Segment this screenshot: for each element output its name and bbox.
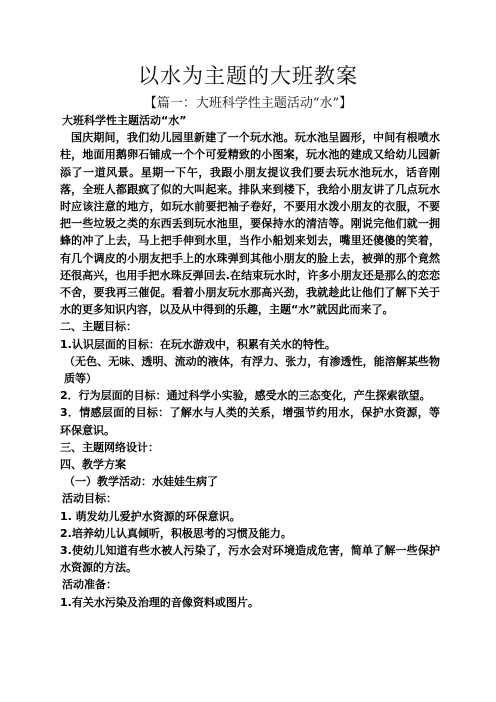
section-heading: 大班科学性主题活动“水”: [62, 114, 187, 127]
document-body: [60, 112, 440, 611]
intro-paragraph: 国庆期间，我们幼儿园里新建了一个玩水池。玩水池呈圆形，中间有根喷水柱，地面用鹅卵石铺成一个个可爱精致的小图案，玩水池的建成又给幼儿园新添了一道风景。星期一下午，我跟小朋友提议我们要去玩水池玩水，话音刚落，全班人都跟疯了似的大叫起来。排队来到楼下，我给小朋友讲了几点玩水时应该注意的地方，如玩水前要把袖子卷好，不要用水泼小朋友的衣服，不要把一些垃圾之类的东西丢到玩水池里，要保持水的清洁等。刚说完他们就一拥蜂的冲了上去，马上把手伸到水里，当作小船划来划去，嘴里还傻傻的笑着，有几个调皮的小朋友把手上的水珠弹到其他小朋友的脸上去，被弹的那个竟然还很高兴，也用手把水珠反弹回去.在结束玩水时，许多小朋友还是那么的恋恋不舍，要我再三催促。看着小朋友玩水那高兴劲，我就趁此让他们了解下关于水的更多知识内容，以及从中得到的乐趣，主题“水”就因此而来了。: [60, 131, 440, 317]
document-title: 以水为主题的大班教案: [138, 64, 358, 88]
document-subtitle: 【篇一：大班科学性主题活动“水”】: [143, 96, 353, 111]
activity-heading: （一）教学活动：水娃娃生病了: [64, 475, 218, 489]
list-item: 3.使幼儿知道有些水被人污染了，污水会对环境造成危害，简单了解一些保护水资源的方法。: [60, 544, 440, 575]
section-heading: 三、主题网络设计：: [60, 440, 159, 454]
goal-item: 3．情感层面的目标：了解水与人类的关系，增强节约用水，保护水资源，等环保意识。: [60, 406, 440, 437]
list-item: 1. 萌发幼儿爱护水资源的环保意识。: [60, 509, 241, 523]
goal-note: （无色、无味、透明、流动的液体，有浮力、张力，有渗透性，能溶解某些物质等）: [64, 354, 440, 386]
goal-item: 2．行为层面的目标：通过科学小实验，感受水的三态变化，产生探索欲望。: [60, 389, 431, 403]
list-item: 1.有关水污染及治理的音像资料或图片。: [60, 595, 259, 609]
section-heading: 四、教学方案: [60, 458, 126, 472]
list-item: 2.培养幼儿认真倾听，积极思考的习惯及能力。: [60, 526, 292, 540]
subheading: 活动准备：: [62, 578, 117, 592]
section-heading: 二、主题目标：: [60, 320, 137, 334]
goal-item: 1.认识层面的目标：在玩水游戏中，积累有关水的特性。: [60, 337, 336, 351]
subheading: 活动目标：: [62, 492, 117, 506]
